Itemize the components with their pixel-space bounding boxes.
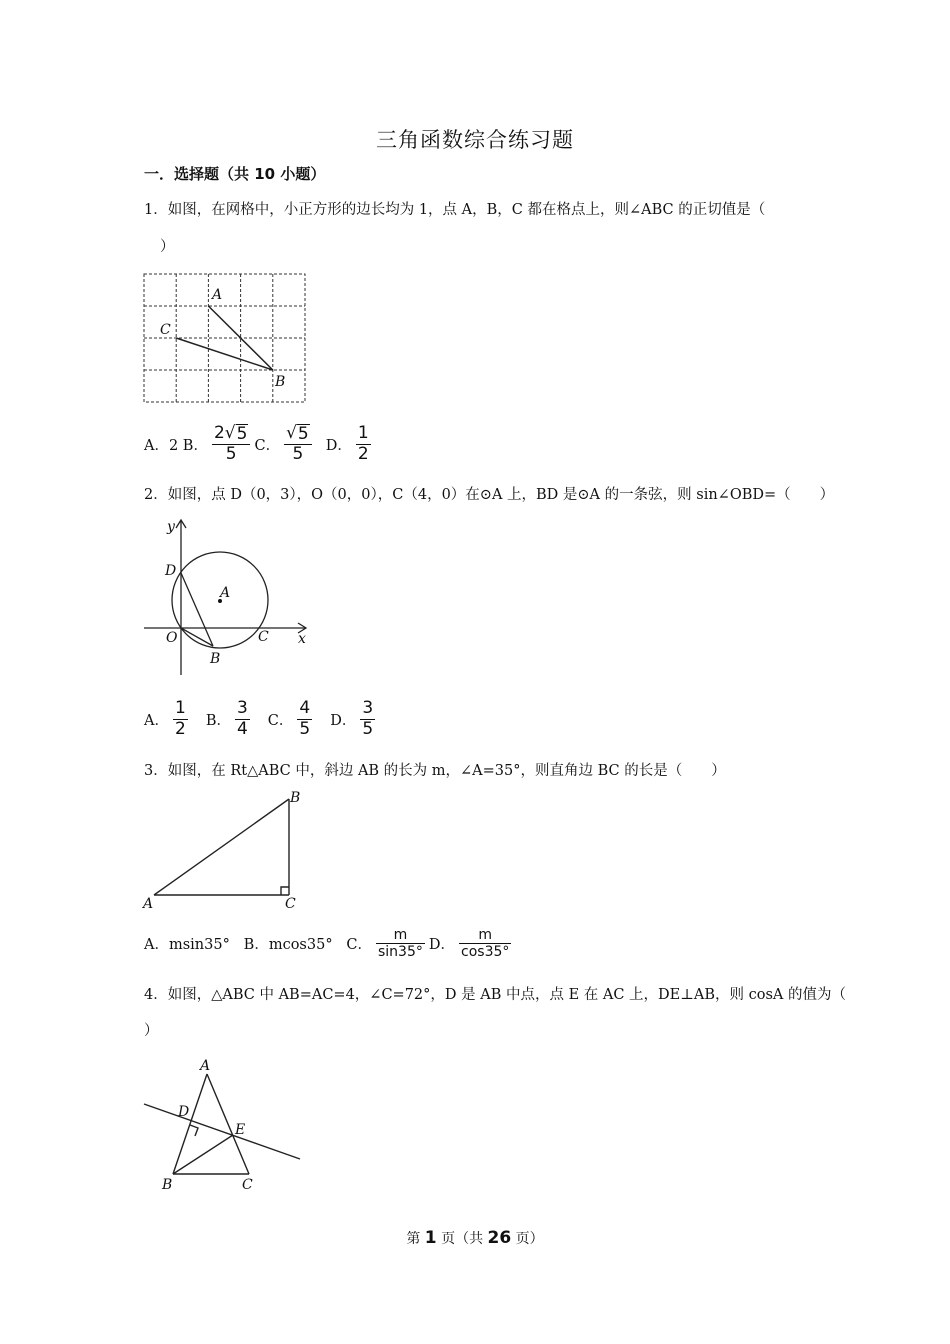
q3-point-a-label: A [143,896,154,912]
q2-point-d-label: D [165,563,177,579]
question-1-text: 1．如图，在网格中，小正方形的边长均为 1，点 A，B，C 都在格点上，则∠ABC 的正切值是（ [144,202,766,218]
question-2-circle-figure [140,515,320,680]
q2-option-d-fraction: $\frac{3}{5}$ [362,698,374,739]
q2-point-a-label: A [220,585,231,601]
q1-option-d-label: D． [325,437,352,454]
footer-prefix: 第 [406,1231,421,1247]
q1-option-d-fraction: $\frac{1}{2}$ [357,423,369,464]
question-4-text: 4．如图，△ABC 中 AB=AC=4，∠C=72°，D 是 AB 中点，点 E 在 AC 上，DE⊥AB，则 cosA 的值为（ [144,987,847,1003]
question-3-triangle-figure [140,785,315,915]
q1-option-c-fraction: √ 5 5 [284,424,312,464]
question-4-triangle-figure [140,1052,310,1200]
q3-option-a-b-c-label: A．msin35° B．mcos35° C． [144,937,372,954]
q1-point-c-label: C [160,322,171,338]
q2-option-c-fraction: $\frac{4}{5}$ [299,698,311,739]
question-3-text: 3．如图，在 Rt△ABC 中，斜边 AB 的长为 m，∠A=35°，则直角边 BC 的长是（ ） [144,763,726,779]
q2-option-b-label: B． [205,712,231,729]
question-2-text: 2．如图，点 D（0，3），O（0，0），C（4，0）在⊙A 上，BD 是⊙A 的一条弦，则 sin∠OBD=（ ） [144,487,835,503]
q2-option-a-fraction: $\frac{1}{2}$ [174,698,186,739]
q2-option-d-label: D． [330,712,357,729]
q1-option-c-label: C． [254,437,281,454]
question-1-options [144,424,375,464]
page-title: 三角函数综合练习题 [376,128,574,152]
q2-x-axis-label: x [298,631,306,647]
question-2-options [144,699,379,739]
q1-option-b-fraction: 2 √ 5 5 [212,424,251,464]
q4-point-a-label: A [200,1058,211,1074]
section-heading: 一．选择题（共 10 小题） [144,165,326,183]
q4-point-e-label: E [235,1122,246,1138]
footer-page-number: 1 [424,1228,437,1248]
q2-option-b-fraction: $\frac{3}{4}$ [236,698,248,739]
q1-point-a-label: A [212,287,223,303]
page-footer [0,1228,950,1248]
q3-option-d-fraction: $\frac{m}{\cos 35^\circ}$ [461,927,510,961]
footer-middle: 页（共 [441,1231,484,1247]
q2-point-o-label: O [166,630,178,646]
question-4-continuation: ） [144,1023,159,1039]
q4-point-c-label: C [242,1177,253,1193]
q3-option-c-fraction: $\frac{m}{\sin 35^\circ}$ [378,927,423,961]
q2-point-c-label: C [258,629,269,645]
question-3-options [144,927,515,960]
footer-suffix: 页） [515,1231,544,1247]
q1-point-b-label: B [275,374,286,390]
q1-option-a-b-label: A．2 B． [144,437,208,454]
question-1-continuation: ） [160,239,175,255]
footer-total-pages: 26 [487,1228,512,1248]
q3-point-b-label: B [290,790,301,806]
q2-y-axis-label: y [167,519,175,535]
q2-option-a-label: A． [144,712,169,729]
question-1-grid-figure [140,270,315,410]
q2-option-c-label: C． [267,712,294,729]
q3-point-c-label: C [285,896,296,912]
q4-point-d-label: D [178,1104,190,1120]
q2-point-b-label: B [210,651,221,667]
q3-option-d-label: D． [428,937,456,954]
q4-point-b-label: B [162,1177,173,1193]
